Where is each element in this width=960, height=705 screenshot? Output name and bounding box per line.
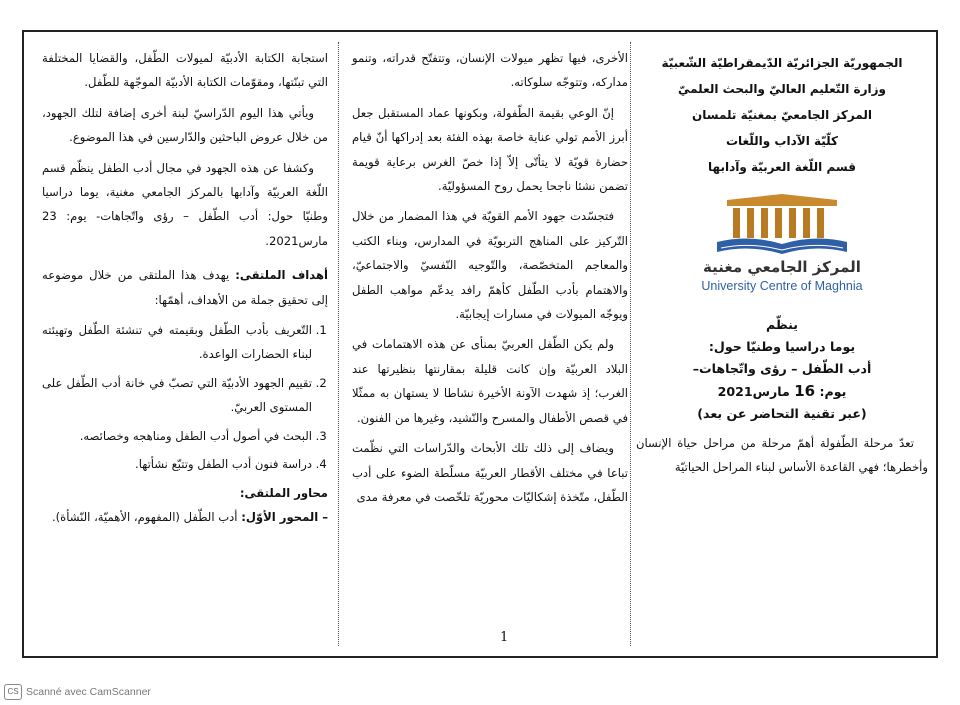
middle-paragraph-1: الأخرى، فيها تظهر ميولات الإنسان، وتتفتّح قدراته، وتنمو مداركه، وتتوجّه سلوكاته.: [352, 51, 628, 90]
header-line: قسم اللّغة العربيّة وآدابها: [708, 160, 856, 174]
goal-item: 2. تقييم الجهود الأدبيّة التي تصبّ في خانة أدب الطّفل على المستوى العربيّ.: [42, 371, 312, 420]
middle-paragraph-5: ويضاف إلى ذلك تلك الأبحاث والدّراسات التي نظّمت تباعا في مختلف الأقطار العربيّة مسلّطة الضوء على أدب الطّفل، متّخذة إشكاليّات محوريّة تلخّصت في معرفة مدى: [352, 441, 628, 504]
event-date: [636, 380, 928, 403]
middle-paragraph-4: ولم يكن الطّفل العربيّ بمنأى عن هذه الاهتمامات في البلاد العربيّة وإن كانت قليلة بمقارنتها بنظيرتها عند الغرب؛ إذ شهدت الآونة الأخيرة نشاطا لا يستهان به ممثّلا في قصص الأطفال والمسرح والنّشيد، وغيرها من الفنون.: [352, 337, 628, 425]
date-day: 16: [794, 382, 816, 400]
date-suffix: مارس2021: [717, 384, 795, 399]
goal-item: 3. البحث في أصول أدب الطفل ومناهجه وخصائصه.: [42, 424, 312, 448]
left-paragraph-1: استجابة الكتابة الأدبيّة لميولات الطّفل، والقضايا المختلفة التي تبنّتها، ومقوّمات الكتابة الأدبيّة الموجّهة للطّفل.: [42, 51, 328, 90]
goals-intro: يهدف هذا الملتقى من خلال موضوعه إلى تحقيق جملة من الأهداف، أهمّها:: [42, 268, 328, 307]
scanner-watermark: [4, 684, 151, 700]
svg-text:المركز الجامعي مغنية: المركز الجامعي مغنية: [703, 258, 861, 276]
organizes-label: ينظّم: [765, 317, 798, 332]
column-divider-right: [630, 42, 631, 646]
event-title: أدب الطّفل – رؤى واتّجاهات–: [692, 361, 872, 376]
middle-paragraph-3: فتجسّدت جهود الأمم القويّة في هذا المضمار من خلال التّركيز على المناهج التربويّة في المدارس، وبناء الكتب والمعاجم المتخصّصة، والتّوجيه النّفسيّ والاجتماعيّ، والاهتمام بأدب الطّفل كأهمّ رافد يدعّم مواهب الطفل ويوجّه الميولات في مسارات إيجابيّة.: [352, 209, 628, 322]
scanner-text: Scanné avec CamScanner: [26, 686, 151, 698]
axis-1-text: أدب الطّفل (المفهوم، الأهميّة، النّشأة).: [51, 509, 242, 524]
axes-title: محاور الملتقى:: [239, 485, 328, 500]
goals-paragraph: [42, 263, 328, 312]
axis-1-label: – المحور الأوّل:: [241, 509, 328, 524]
axis-1: [42, 505, 328, 529]
intro-paragraph: تعدّ مرحلة الطّفولة أهمّ مرحلة من مراحل حياة الإنسان وأخطرها؛ فهي القاعدة الأساس لبناء المراحل الحياتيّة: [636, 436, 928, 475]
logo-emblem-icon: [677, 192, 887, 296]
left-paragraph-3: وكشفا عن هذه الجهود في مجال أدب الطفل ينظّم قسم اللّغة العربيّة وآدابها بالمركز الجامعي مغنية، يوما دراسيا وطنيّا حول: أدب الطّفل – رؤى واتّجاهات- يوم: 23 مارس2021.: [42, 160, 328, 248]
goals-title: أهداف الملتقى:: [235, 268, 328, 283]
event-line-1: يوما دراسيا وطنيّا حول:: [708, 339, 856, 354]
date-prefix: يوم:: [815, 384, 847, 399]
header-line: المركز الجامعيّ بمغنيّة تلمسان: [691, 108, 873, 122]
goal-item: 4. دراسة فنون أدب الطفل وتتبّع نشأتها.: [42, 452, 312, 476]
institution-header: [636, 50, 928, 180]
header-line: وزارة التّعليم العاليّ والبحث العلميّ: [677, 82, 887, 96]
goals-list: [42, 318, 328, 476]
header-line: كلّيّة الآداب واللّغات: [725, 134, 839, 148]
svg-text:University Centre of Maghnia: University Centre of Maghnia: [701, 279, 863, 293]
camscanner-icon: CS: [4, 684, 22, 700]
right-column: [636, 46, 928, 486]
left-column: [42, 46, 328, 529]
middle-paragraph-2: إنّ الوعي بقيمة الطّفولة، وبكونها عماد المستقبل جعل أبرز الأمم تولي عناية خاصة بهذه الفئة بعد إدراكها أنّ قيام حضارة قويّة لا يتأتّى إلاّ إذا خصّ الغرس برعاية قويمة تضمن نشئا ناجحا يحمل روح المسؤوليّة.: [352, 105, 628, 194]
goal-item: 1. التّعريف بأدب الطّفل وبقيمته في تنشئة الطّفل وتهيئته لبناء الحضارات الواعدة.: [42, 318, 312, 367]
university-logo: [677, 192, 887, 296]
column-divider-left: [338, 42, 339, 646]
middle-column: [352, 46, 628, 515]
page-number: 1: [500, 630, 509, 645]
left-paragraph-2: ويأتي هذا اليوم الدّراسيّ لبنة أخرى إضافة لتلك الجهود، من خلال عروض الباحثين والدّارسين في هذا الموضوع.: [42, 105, 328, 145]
header-line: الجمهوريّة الجزائريّة الدّيمقراطيّة الشّعبيّة: [661, 56, 903, 70]
event-mode: (عبر تقنية التحاضر عن بعد): [697, 406, 867, 421]
brochure-page: [22, 30, 938, 658]
